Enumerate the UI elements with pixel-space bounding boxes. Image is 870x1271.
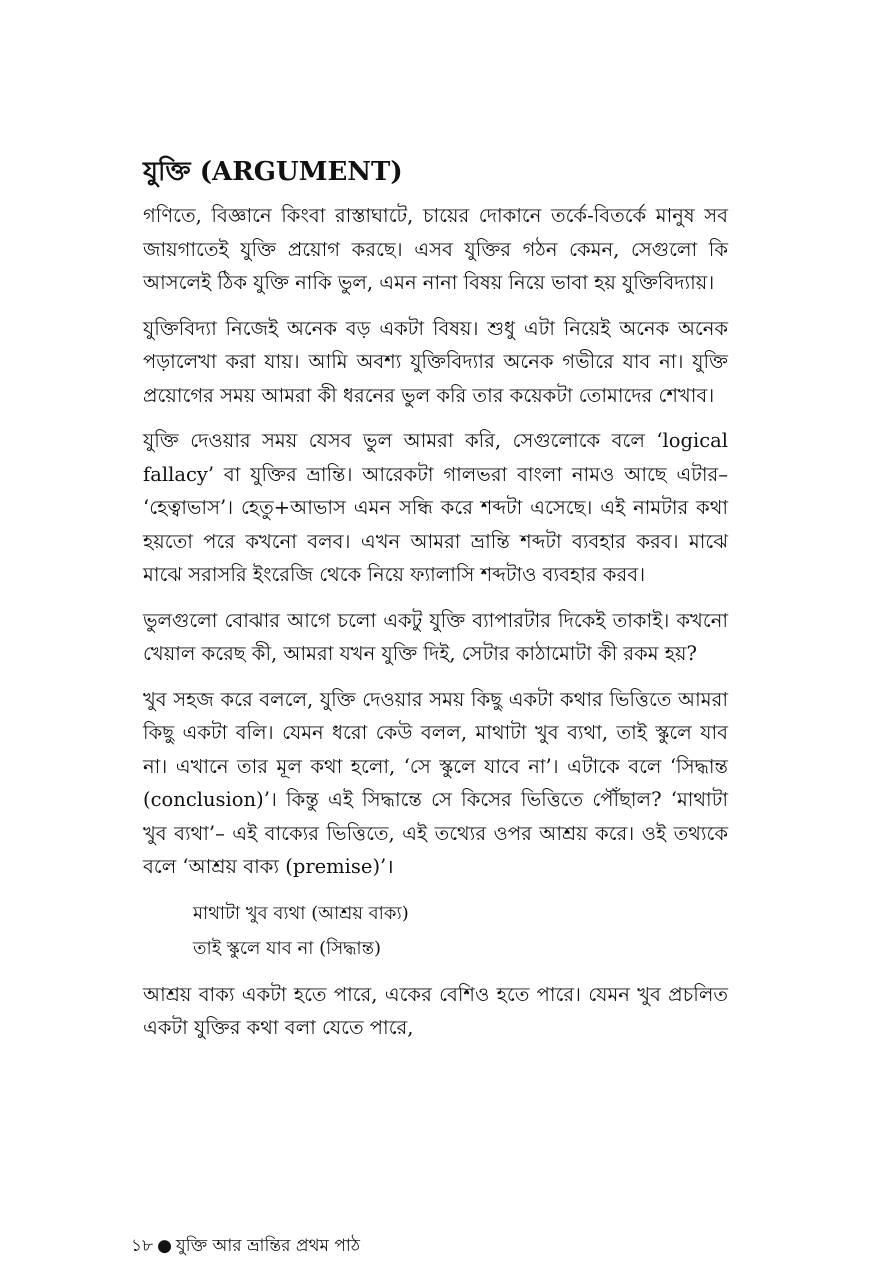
book-title: যুক্তি আর ভ্রান্তির প্রথম পাঠ xyxy=(175,1236,360,1256)
paragraph-argument-structure: ভুলগুলো বোঝার আগে চলো একটু যুক্তি ব্যাপারটার দিকেই তাকাই। কখনো খেয়াল করেছ কী, আমরা যখন যুক্তি দিই, সেটার কাঠামোটা কী রকম হয়? xyxy=(143,608,728,665)
section-heading: যুক্তি (ARGUMENT) xyxy=(143,157,403,187)
body-text xyxy=(143,199,728,1057)
paragraph-intro: গণিতে, বিজ্ঞানে কিংবা রাস্তাঘাটে, চায়ের দোকানে তর্কে-বিতর্কে মানুষ সব জায়গাতেই যুক্তি প্রয়োগ করছে। এসব যুক্তির গঠন কেমন, সেগুলো কি আসলেই ঠিক যুক্তি নাকি ভুল, এমন নানা বিষয় নিয়ে ভাবা হয় যুক্তিবিদ্যায়। xyxy=(143,204,728,294)
paragraph-premise-conclusion: খুব সহজ করে বললে, যুক্তি দেওয়ার সময় কিছু একটা কথার ভিত্তিতে আমরা কিছু একটা বলি। যেমন ধরো কেউ বলল, মাথাটা খুব ব্যথা, তাই স্কুলে যাব না। এখানে তার মূল কথা হলো, ‘সে স্কুলে যাবে না’। এটাকে বলে ‘সিদ্ধান্ত (conclusion)’। কিন্তু এই সিদ্ধান্তে সে কিসের ভিত্তিতে পৌঁছাল? ‘মাথাটা খুব ব্যথা’– এই বাক্যের ভিত্তিতে, এই তথ্যের ওপর আশ্রয় করে। ওই তথ্যকে বলে ‘আশ্রয় বাক্য (premise)’। xyxy=(143,687,728,878)
example-premise: মাথাটা খুব ব্যথা (আশ্রয় বাক্য) xyxy=(193,902,409,924)
document-page xyxy=(131,0,728,1271)
example-conclusion: তাই স্কুলে যাব না (সিদ্ধান্ত) xyxy=(193,937,382,959)
page-number: ১৮ xyxy=(131,1236,154,1256)
paragraph-closing: আশ্রয় বাক্য একটা হতে পারে, একের বেশিও হতে পারে। যেমন খুব প্রচলিত একটা যুক্তির কথা বলা যেতে পারে, xyxy=(143,982,728,1039)
page-footer xyxy=(131,1234,360,1258)
example-block xyxy=(193,896,728,966)
bullet-icon: ● xyxy=(157,1236,172,1256)
paragraph-logic-scope: যুক্তিবিদ্যা নিজেই অনেক বড় একটা বিষয়। শুধু এটা নিয়েই অনেক অনেক পড়ালেখা করা যায়। আমি অবশ্য যুক্তিবিদ্যার অনেক গভীরে যাব না। যুক্তি প্রয়োগের সময় আমরা কী ধরনের ভুল করি তার কয়েকটা তোমাদের শেখাব। xyxy=(143,316,728,407)
paragraph-fallacy-definition: যুক্তি দেওয়ার সময় যেসব ভুল আমরা করি, সেগুলোকে বলে ‘logical fallacy’ বা যুক্তির ভ্রান্তি। আরেকটা গালভরা বাংলা নামও আছে এটার– ‘হেত্বাভাস’। হেতু+আভাস এমন সন্ধি করে শব্দটা এসেছে। এই নামটার কথা হয়তো পরে কখনো বলব। এখন আমরা ভ্রান্তি শব্দটা ব্যবহার করব। মাঝে মাঝে সরাসরি ইংরেজি থেকে নিয়ে ফ্যালাসি শব্দটাও ব্যবহার করব। xyxy=(143,429,728,586)
